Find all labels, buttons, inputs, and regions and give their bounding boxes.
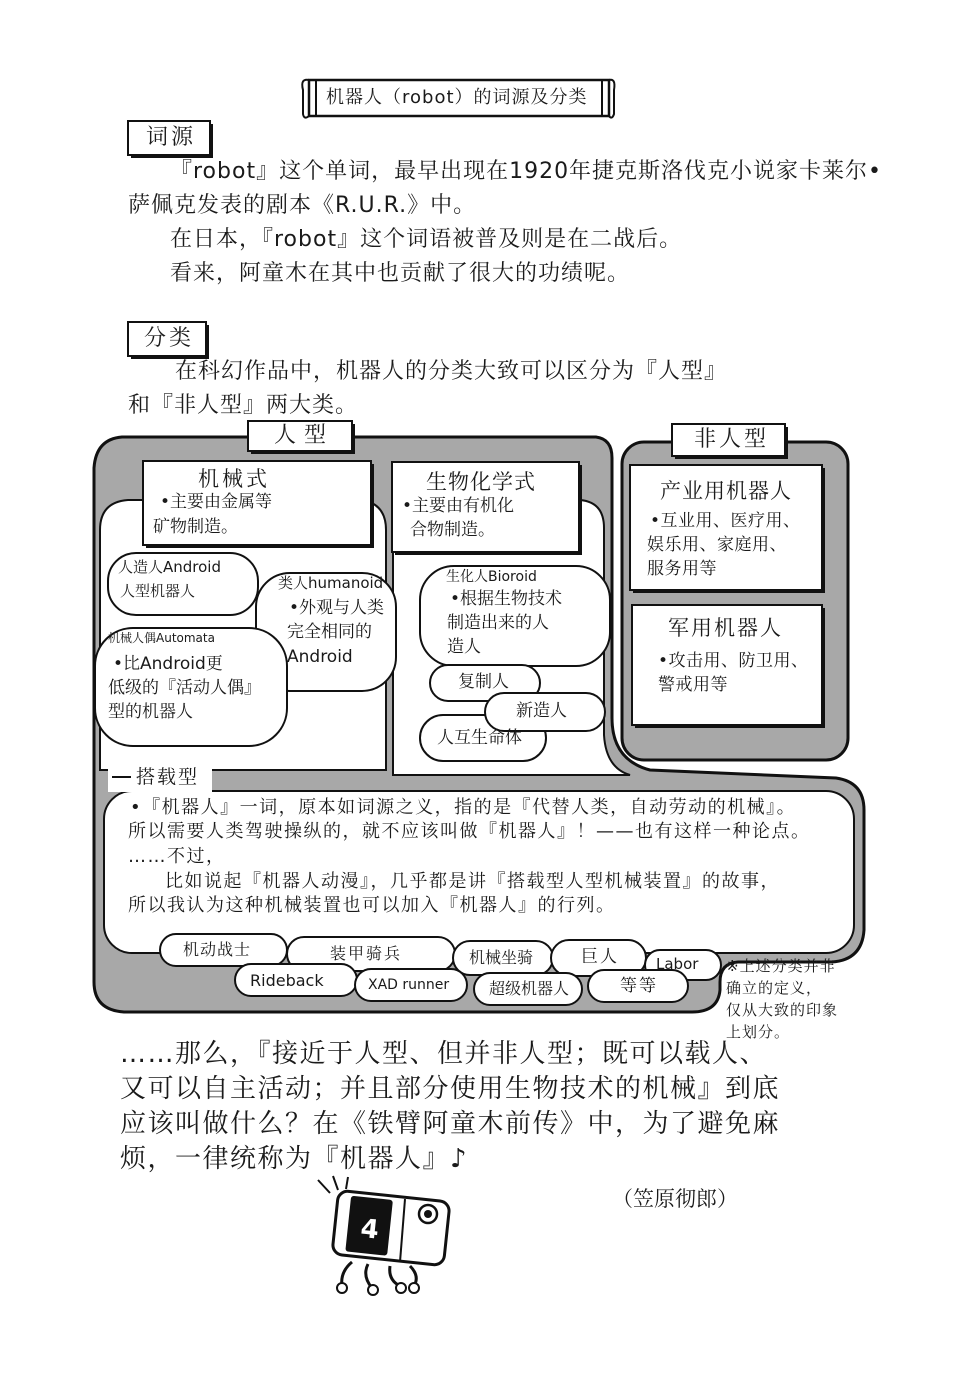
- bioroid-desc: 造人: [447, 637, 481, 657]
- classification-line: 在科幻作品中，机器人的分类大致可以区分为『人型』: [175, 359, 728, 384]
- artificial-life-label: 人互生命体: [437, 728, 522, 748]
- mechanical-desc: 矿物制造。: [153, 517, 238, 537]
- boarding-tag: XAD runner: [368, 977, 450, 993]
- boarding-tag: 巨人: [581, 947, 619, 967]
- automata-name: 机械人偶Automata: [108, 631, 215, 645]
- mechanical-desc: •主要由金属等: [160, 492, 273, 512]
- classification-heading: 分类: [144, 326, 195, 351]
- boarding-line: 所以我认为这种机械装置也可以加入『机器人』的行列。: [128, 895, 616, 916]
- classification-note: ※上述分类并非: [726, 957, 836, 975]
- neo-human-label: 新造人: [516, 701, 567, 721]
- classification-note: 上划分。: [726, 1023, 791, 1041]
- humanoid-type-desc: Android: [287, 647, 353, 667]
- non-humanoid-label: 非人型: [694, 427, 770, 452]
- etymology-line: 看来，阿童木在其中也贡献了很大的功绩呢。: [170, 261, 631, 286]
- conclusion-line: 应该叫做什么？在《铁臂阿童木前传》中，为了避免麻: [120, 1109, 781, 1139]
- classification-line: 和『非人型』两大类。: [128, 393, 359, 418]
- android-desc: 人型机器人: [120, 582, 196, 600]
- biochemical-title: 生物化学式: [426, 470, 536, 494]
- boarding-tag: Rideback: [250, 971, 324, 990]
- conclusion-line: ……那么，『接近于人型、但并非人型；既可以载人、: [120, 1039, 768, 1069]
- boarding-label: 搭载型: [136, 766, 200, 788]
- author: （笠原彻郎）: [612, 1187, 738, 1211]
- humanoid-type-desc: •外观与人类: [289, 598, 385, 618]
- boarding-line: •『机器人』一词，原本如词源之义，指的是『代替人类，自动劳动的机械』。: [130, 797, 797, 818]
- industrial-title: 产业用机器人: [660, 479, 792, 503]
- military-title: 军用机器人: [668, 616, 783, 640]
- military-desc: 警戒用等: [658, 675, 728, 695]
- mechanical-title: 机械式: [198, 467, 270, 491]
- classification-note: 仅从大致的印象: [726, 1001, 839, 1019]
- boarding-line: 比如说起『机器人动漫』，几乎都是讲『搭载型人型机械装置』的故事，: [165, 871, 780, 892]
- boarding-tag: 机动战士: [183, 940, 252, 959]
- bioroid-desc: •根据生物技术: [450, 589, 563, 609]
- automata-desc: 型的机器人: [108, 702, 193, 722]
- boarding-line: 所以需要人类驾驶操纵的，就不应该叫做『机器人』！——也有这样一种论点。: [128, 821, 811, 842]
- industrial-desc: •互业用、医疗用、: [650, 511, 801, 531]
- conclusion-line: 烦，一律统称为『机器人』♪: [120, 1144, 469, 1174]
- conclusion-line: 又可以自主活动；并且部分使用生物技术的机械』到底: [120, 1074, 781, 1104]
- boarding-tag: Labor: [656, 955, 699, 973]
- automata-desc: 低级的『活动人偶』: [108, 678, 261, 698]
- etymology-line: 『robot』这个单词，最早出现在1920年捷克斯洛伐克小说家卡莱尔•: [170, 159, 883, 184]
- android-name: 人造人Android: [118, 558, 221, 576]
- humanoid-type-desc: 完全相同的: [287, 622, 372, 642]
- bioroid-name: 生化人Bioroid: [446, 569, 537, 585]
- bioroid-desc: 制造出来的人: [447, 613, 549, 633]
- robot-number: 4: [359, 1213, 381, 1246]
- etymology-line: 萨佩克发表的剧本《R.U.R.》中。: [128, 193, 477, 218]
- page-title: 机器人（robot）的词源及分类: [326, 87, 588, 108]
- biochemical-desc: •主要由有机化: [402, 496, 515, 516]
- etymology-line: 在日本，『robot』这个词语被普及则是在二战后。: [170, 227, 683, 252]
- robot-illustration: [318, 1176, 450, 1295]
- humanoid-label: 人型: [274, 423, 335, 448]
- automata-desc: •比Android更: [113, 654, 223, 674]
- boarding-tag: 装甲骑兵: [330, 944, 403, 963]
- boarding-line: ……不过，: [128, 846, 226, 867]
- boarding-tag: 等等: [620, 976, 658, 996]
- biochemical-desc: 合物制造。: [410, 520, 495, 540]
- industrial-desc: 服务用等: [647, 559, 717, 579]
- classification-note: 确立的定义，: [726, 979, 823, 997]
- etymology-heading: 词源: [146, 125, 197, 150]
- humanoid-type-name: 类人humanoid: [278, 574, 384, 592]
- military-desc: •攻击用、防卫用、: [658, 651, 809, 671]
- replicant-label: 复制人: [458, 672, 509, 692]
- industrial-desc: 娱乐用、家庭用、: [647, 535, 787, 555]
- boarding-tag: 机械坐骑: [469, 948, 534, 967]
- boarding-tag: 超级机器人: [489, 979, 570, 998]
